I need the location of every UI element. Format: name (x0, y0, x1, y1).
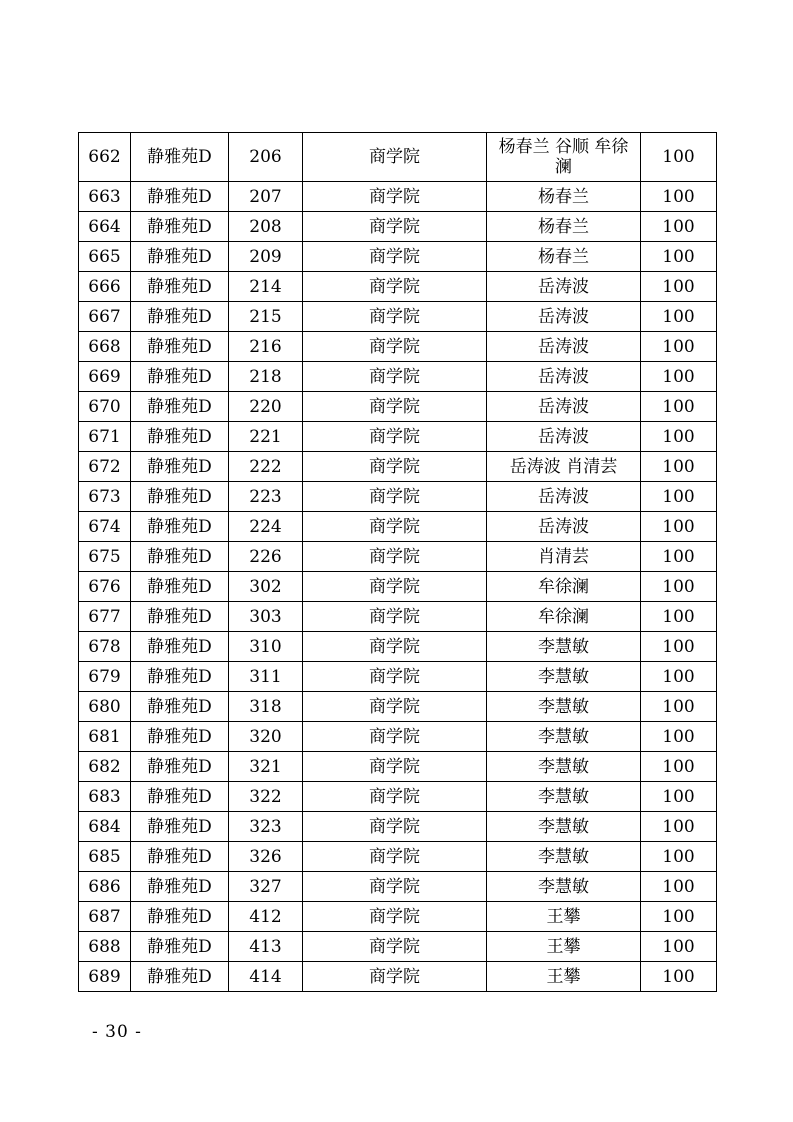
college-cell: 商学院 (303, 842, 487, 872)
room-cell: 224 (229, 512, 303, 542)
table-row (79, 812, 717, 842)
person-cell: 王攀 (487, 932, 641, 962)
row-number-cell: 679 (79, 662, 131, 692)
table-row (79, 722, 717, 752)
college-cell: 商学院 (303, 332, 487, 362)
table-row (79, 392, 717, 422)
building-cell: 静雅苑D (131, 752, 229, 782)
person-cell: 牟徐澜 (487, 602, 641, 632)
college-cell: 商学院 (303, 722, 487, 752)
room-cell: 218 (229, 362, 303, 392)
college-cell: 商学院 (303, 962, 487, 992)
score-cell: 100 (641, 212, 717, 242)
building-cell: 静雅苑D (131, 602, 229, 632)
room-cell: 208 (229, 212, 303, 242)
table-row (79, 782, 717, 812)
room-cell: 220 (229, 392, 303, 422)
room-cell: 323 (229, 812, 303, 842)
room-cell: 222 (229, 452, 303, 482)
table-row (79, 362, 717, 392)
building-cell: 静雅苑D (131, 572, 229, 602)
table-row (79, 602, 717, 632)
table-row (79, 332, 717, 362)
person-cell: 杨春兰 (487, 212, 641, 242)
table-row (79, 962, 717, 992)
building-cell: 静雅苑D (131, 902, 229, 932)
college-cell: 商学院 (303, 482, 487, 512)
table-body (79, 133, 717, 992)
college-cell: 商学院 (303, 272, 487, 302)
building-cell: 静雅苑D (131, 962, 229, 992)
college-cell: 商学院 (303, 182, 487, 212)
building-cell: 静雅苑D (131, 332, 229, 362)
building-cell: 静雅苑D (131, 422, 229, 452)
building-cell: 静雅苑D (131, 692, 229, 722)
building-cell: 静雅苑D (131, 932, 229, 962)
row-number-cell: 674 (79, 512, 131, 542)
score-cell: 100 (641, 182, 717, 212)
score-cell: 100 (641, 662, 717, 692)
building-cell: 静雅苑D (131, 182, 229, 212)
building-cell: 静雅苑D (131, 482, 229, 512)
score-cell: 100 (641, 902, 717, 932)
building-cell: 静雅苑D (131, 722, 229, 752)
person-cell: 岳涛波 (487, 332, 641, 362)
building-cell: 静雅苑D (131, 842, 229, 872)
row-number-cell: 677 (79, 602, 131, 632)
person-cell: 杨春兰 谷顺 牟徐澜 (487, 133, 641, 182)
building-cell: 静雅苑D (131, 872, 229, 902)
college-cell: 商学院 (303, 512, 487, 542)
score-cell: 100 (641, 722, 717, 752)
building-cell: 静雅苑D (131, 632, 229, 662)
person-cell: 岳涛波 (487, 302, 641, 332)
row-number-cell: 687 (79, 902, 131, 932)
row-number-cell: 688 (79, 932, 131, 962)
college-cell: 商学院 (303, 812, 487, 842)
score-cell: 100 (641, 362, 717, 392)
college-cell: 商学院 (303, 632, 487, 662)
room-cell: 221 (229, 422, 303, 452)
row-number-cell: 664 (79, 212, 131, 242)
room-cell: 226 (229, 542, 303, 572)
score-cell: 100 (641, 812, 717, 842)
building-cell: 静雅苑D (131, 362, 229, 392)
score-cell: 100 (641, 602, 717, 632)
college-cell: 商学院 (303, 452, 487, 482)
score-cell: 100 (641, 452, 717, 482)
dormitory-score-table (78, 132, 717, 992)
row-number-cell: 678 (79, 632, 131, 662)
room-cell: 206 (229, 133, 303, 182)
table-row (79, 512, 717, 542)
person-cell: 李慧敏 (487, 782, 641, 812)
building-cell: 静雅苑D (131, 512, 229, 542)
table-row (79, 752, 717, 782)
person-cell: 王攀 (487, 962, 641, 992)
room-cell: 207 (229, 182, 303, 212)
room-cell: 209 (229, 242, 303, 272)
person-cell: 岳涛波 (487, 482, 641, 512)
room-cell: 414 (229, 962, 303, 992)
room-cell: 302 (229, 572, 303, 602)
room-cell: 223 (229, 482, 303, 512)
score-cell: 100 (641, 242, 717, 272)
person-cell: 李慧敏 (487, 842, 641, 872)
score-cell: 100 (641, 272, 717, 302)
table-row (79, 272, 717, 302)
college-cell: 商学院 (303, 662, 487, 692)
score-cell: 100 (641, 962, 717, 992)
table-row (79, 542, 717, 572)
person-cell: 李慧敏 (487, 692, 641, 722)
score-cell: 100 (641, 752, 717, 782)
row-number-cell: 675 (79, 542, 131, 572)
person-cell: 岳涛波 (487, 512, 641, 542)
college-cell: 商学院 (303, 302, 487, 332)
score-cell: 100 (641, 632, 717, 662)
row-number-cell: 686 (79, 872, 131, 902)
building-cell: 静雅苑D (131, 212, 229, 242)
person-cell: 李慧敏 (487, 872, 641, 902)
building-cell: 静雅苑D (131, 662, 229, 692)
row-number-cell: 689 (79, 962, 131, 992)
room-cell: 327 (229, 872, 303, 902)
room-cell: 216 (229, 332, 303, 362)
score-cell: 100 (641, 422, 717, 452)
score-cell: 100 (641, 302, 717, 332)
score-cell: 100 (641, 542, 717, 572)
person-cell: 岳涛波 (487, 392, 641, 422)
building-cell: 静雅苑D (131, 392, 229, 422)
person-cell: 杨春兰 (487, 242, 641, 272)
building-cell: 静雅苑D (131, 812, 229, 842)
building-cell: 静雅苑D (131, 782, 229, 812)
row-number-cell: 663 (79, 182, 131, 212)
score-cell: 100 (641, 482, 717, 512)
row-number-cell: 680 (79, 692, 131, 722)
person-cell: 岳涛波 肖清芸 (487, 452, 641, 482)
table-row (79, 932, 717, 962)
table-row (79, 872, 717, 902)
room-cell: 303 (229, 602, 303, 632)
score-cell: 100 (641, 782, 717, 812)
score-cell: 100 (641, 392, 717, 422)
room-cell: 215 (229, 302, 303, 332)
room-cell: 413 (229, 932, 303, 962)
row-number-cell: 669 (79, 362, 131, 392)
row-number-cell: 666 (79, 272, 131, 302)
table-row (79, 182, 717, 212)
score-cell: 100 (641, 133, 717, 182)
college-cell: 商学院 (303, 932, 487, 962)
row-number-cell: 685 (79, 842, 131, 872)
room-cell: 320 (229, 722, 303, 752)
score-cell: 100 (641, 692, 717, 722)
table-row (79, 133, 717, 182)
college-cell: 商学院 (303, 212, 487, 242)
score-cell: 100 (641, 932, 717, 962)
college-cell: 商学院 (303, 133, 487, 182)
room-cell: 322 (229, 782, 303, 812)
row-number-cell: 670 (79, 392, 131, 422)
row-number-cell: 681 (79, 722, 131, 752)
table-row (79, 692, 717, 722)
table-row (79, 632, 717, 662)
building-cell: 静雅苑D (131, 133, 229, 182)
person-cell: 肖清芸 (487, 542, 641, 572)
score-cell: 100 (641, 872, 717, 902)
person-cell: 岳涛波 (487, 422, 641, 452)
row-number-cell: 672 (79, 452, 131, 482)
room-cell: 310 (229, 632, 303, 662)
building-cell: 静雅苑D (131, 452, 229, 482)
college-cell: 商学院 (303, 392, 487, 422)
person-cell: 李慧敏 (487, 812, 641, 842)
college-cell: 商学院 (303, 572, 487, 602)
room-cell: 321 (229, 752, 303, 782)
row-number-cell: 667 (79, 302, 131, 332)
row-number-cell: 662 (79, 133, 131, 182)
row-number-cell: 676 (79, 572, 131, 602)
college-cell: 商学院 (303, 902, 487, 932)
person-cell: 岳涛波 (487, 272, 641, 302)
page-number: - 30 - (92, 1022, 142, 1042)
building-cell: 静雅苑D (131, 272, 229, 302)
table-row (79, 902, 717, 932)
table-row (79, 302, 717, 332)
building-cell: 静雅苑D (131, 302, 229, 332)
college-cell: 商学院 (303, 782, 487, 812)
row-number-cell: 673 (79, 482, 131, 512)
table-row (79, 212, 717, 242)
row-number-cell: 684 (79, 812, 131, 842)
table-row (79, 572, 717, 602)
college-cell: 商学院 (303, 242, 487, 272)
room-cell: 412 (229, 902, 303, 932)
score-cell: 100 (641, 572, 717, 602)
table-row (79, 422, 717, 452)
table-row (79, 842, 717, 872)
person-cell: 李慧敏 (487, 722, 641, 752)
college-cell: 商学院 (303, 872, 487, 902)
person-cell: 岳涛波 (487, 362, 641, 392)
person-cell: 李慧敏 (487, 662, 641, 692)
college-cell: 商学院 (303, 362, 487, 392)
table-row (79, 242, 717, 272)
college-cell: 商学院 (303, 692, 487, 722)
row-number-cell: 682 (79, 752, 131, 782)
table-row (79, 662, 717, 692)
table-row (79, 482, 717, 512)
person-cell: 李慧敏 (487, 752, 641, 782)
score-cell: 100 (641, 842, 717, 872)
row-number-cell: 683 (79, 782, 131, 812)
person-cell: 李慧敏 (487, 632, 641, 662)
building-cell: 静雅苑D (131, 542, 229, 572)
college-cell: 商学院 (303, 542, 487, 572)
room-cell: 326 (229, 842, 303, 872)
score-cell: 100 (641, 332, 717, 362)
college-cell: 商学院 (303, 422, 487, 452)
college-cell: 商学院 (303, 602, 487, 632)
row-number-cell: 665 (79, 242, 131, 272)
score-cell: 100 (641, 512, 717, 542)
room-cell: 214 (229, 272, 303, 302)
room-cell: 311 (229, 662, 303, 692)
room-cell: 318 (229, 692, 303, 722)
building-cell: 静雅苑D (131, 242, 229, 272)
person-cell: 杨春兰 (487, 182, 641, 212)
table-row (79, 452, 717, 482)
college-cell: 商学院 (303, 752, 487, 782)
person-cell: 牟徐澜 (487, 572, 641, 602)
row-number-cell: 671 (79, 422, 131, 452)
row-number-cell: 668 (79, 332, 131, 362)
person-cell: 王攀 (487, 902, 641, 932)
